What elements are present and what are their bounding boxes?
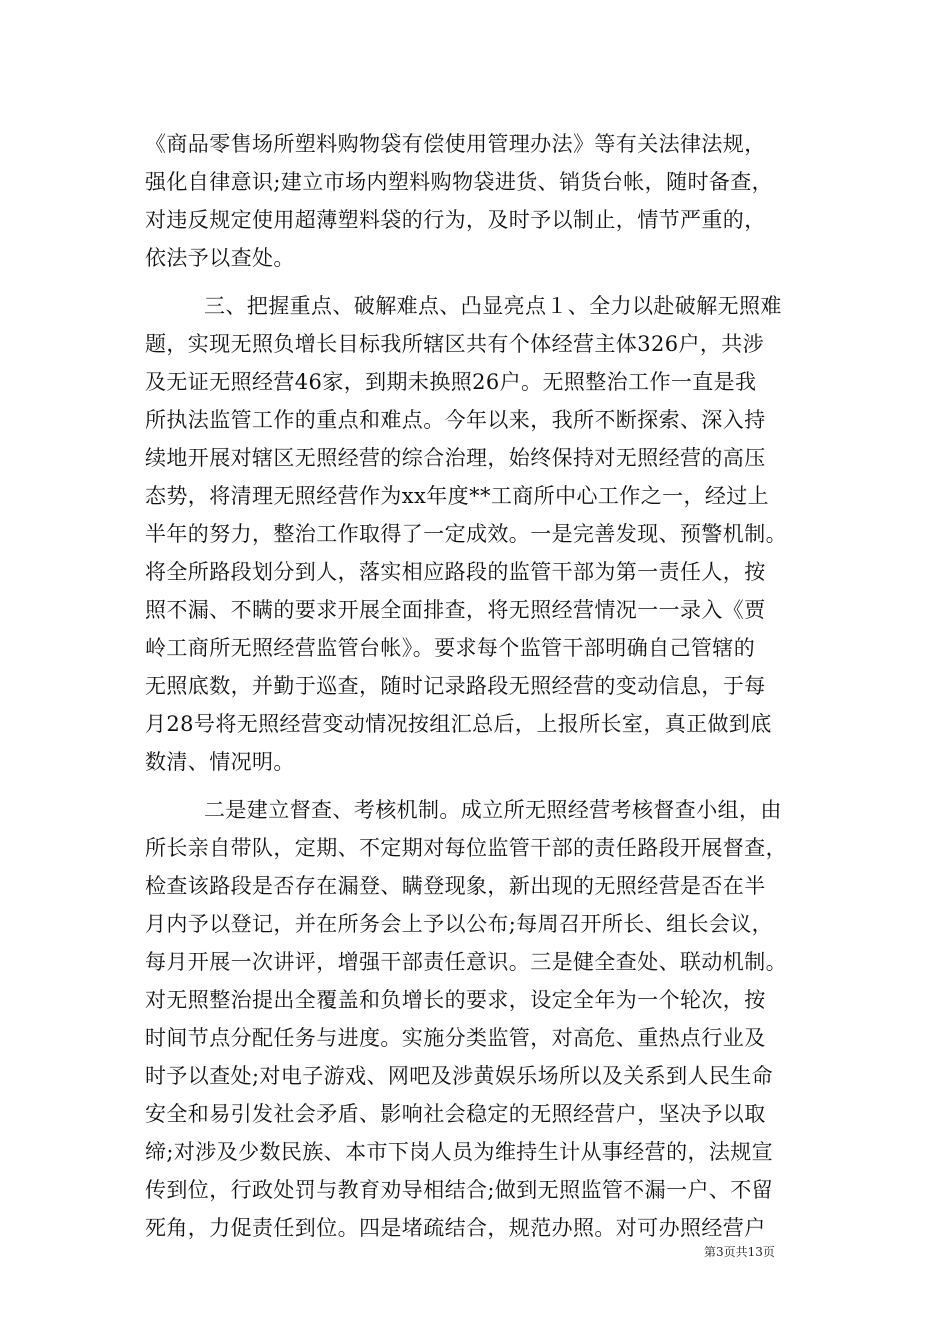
text-line: 缔;对涉及少数民族、本市下岗人员为维持生计从事经营的，法规宣	[145, 1140, 774, 1164]
text-line: 照不漏、不瞒的要求开展全面排查，将无照经营情况一一录入《贾	[145, 598, 766, 622]
text-line: 续地开展对辖区无照经营的综合治理，始终保持对无照经营的高压	[145, 446, 766, 470]
text-line: 死角，力促责任到位。四是堵疏结合，规范办照。对可办照经营户	[145, 1216, 766, 1240]
text-line: 岭工商所无照经营监管台帐》。要求每个监管干部明确自己管辖的	[145, 636, 756, 660]
text-line: 态势，将清理无照经营作为xx年度**工商所中心工作之一，经过上	[145, 484, 770, 508]
text-line: 月28号将无照经营变动情况按组汇总后，上报所长室，真正做到底	[145, 712, 772, 736]
text-line: 时间节点分配任务与进度。实施分类监管，对高危、重热点行业及	[145, 1026, 766, 1050]
text-line: 强化自律意识;建立市场内塑料购物袋进货、销货台帐，随时备查，	[145, 170, 774, 194]
text-line: 题，实现无照负增长目标我所辖区共有个体经营主体326户，共涉	[145, 332, 765, 356]
text-line: 月内予以登记，并在所务会上予以公布;每周召开所长、组长会议，	[145, 912, 774, 936]
text-line: 传到位，行政处罚与教育劝导相结合;做到无照监管不漏一户、不留	[145, 1178, 774, 1202]
paragraph-start-line: 二是建立督查、考核机制。成立所无照经营考核督查小组，由	[204, 798, 782, 822]
text-line: 半年的努力，整治工作取得了一定成效。一是完善发现、预警机制。	[145, 522, 787, 546]
text-line: 《商品零售场所塑料购物袋有偿使用管理办法》等有关法律法规，	[145, 132, 766, 156]
text-line: 所长亲自带队，定期、不定期对每位监管干部的责任路段开展督查，	[145, 836, 787, 860]
text-line: 时予以查处;对电子游戏、网吧及涉黄娱乐场所以及关系到人民生命	[145, 1064, 774, 1088]
text-line: 无照底数，并勤于巡查，随时记录路段无照经营的变动信息，于每	[145, 674, 766, 698]
text-line: 数清、情况明。	[145, 750, 295, 774]
text-line: 及无证无照经营46家，到期未换照26户。无照整治工作一直是我	[145, 370, 757, 394]
text-line: 依法予以查处。	[145, 246, 295, 270]
text-line: 安全和易引发社会矛盾、影响社会稳定的无照经营户，坚决予以取	[145, 1102, 766, 1126]
text-line: 将全所路段划分到人，落实相应路段的监管干部为第一责任人，按	[145, 560, 766, 584]
text-line: 对无照整治提出全覆盖和负增长的要求，设定全年为一个轮次，按	[145, 988, 766, 1012]
paragraph-start-line: 三、把握重点、破解难点、凸显亮点１、全力以赴破解无照难	[204, 294, 782, 318]
text-line: 对违反规定使用超薄塑料袋的行为，及时予以制止，情节严重的，	[145, 208, 766, 232]
text-line: 所执法监管工作的重点和难点。今年以来，我所不断探索、深入持	[145, 408, 766, 432]
text-line: 检查该路段是否存在漏登、瞒登现象，新出现的无照经营是否在半	[145, 874, 766, 898]
text-line: 每月开展一次讲评，增强干部责任意识。三是健全查处、联动机制。	[145, 950, 787, 974]
page-number: 第3页共13页	[704, 1245, 775, 1259]
